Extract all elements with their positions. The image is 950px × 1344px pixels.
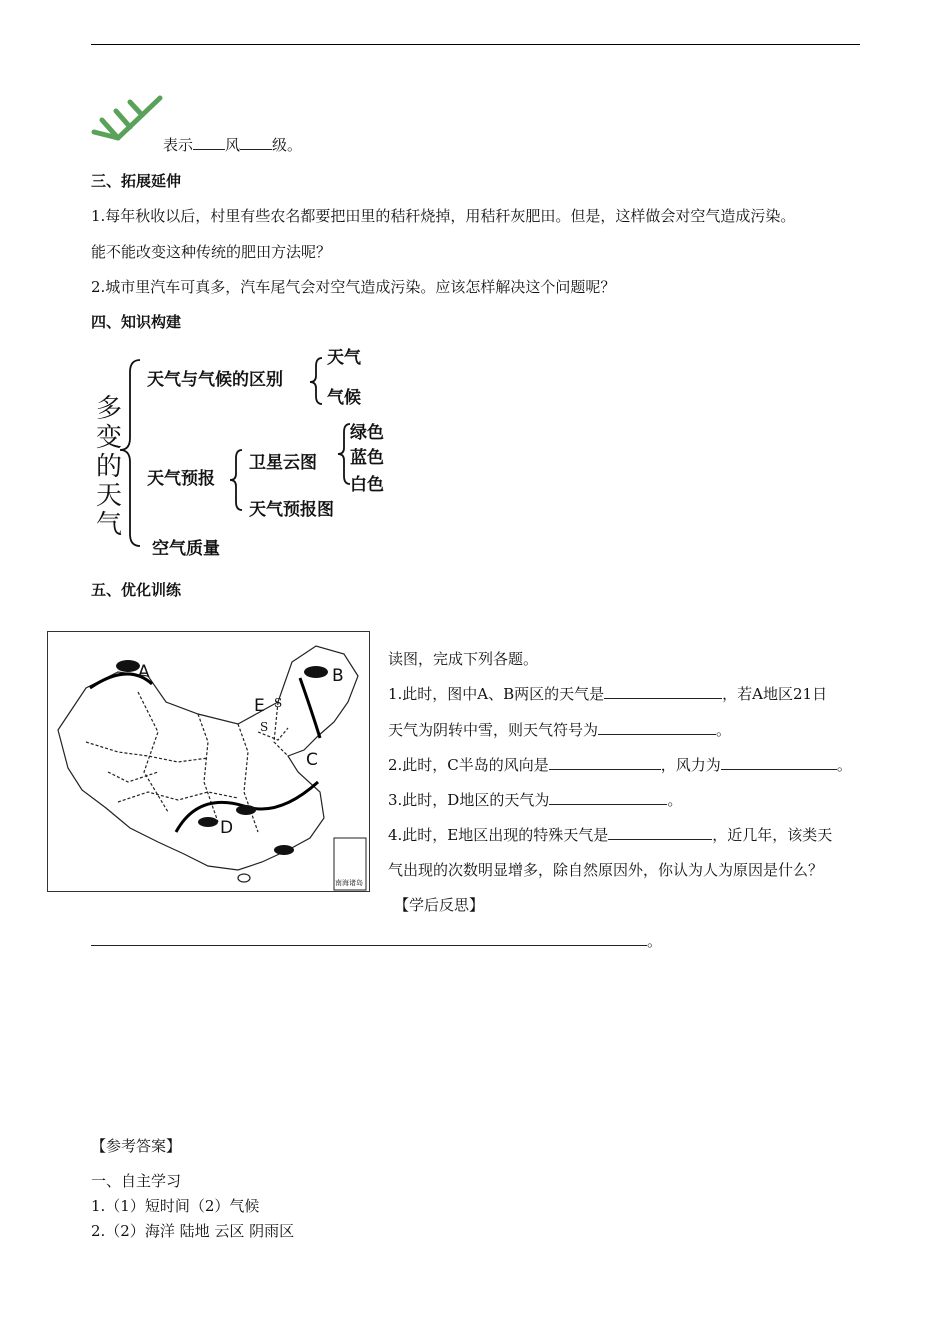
china-weather-map	[47, 631, 370, 892]
answers-a1: 1.（1）短时间（2）气候	[91, 1197, 260, 1215]
china-map-drawing	[48, 632, 369, 891]
answers-sub1: 一、自主学习	[91, 1172, 182, 1190]
mindmap-node-weather: 天气	[327, 348, 361, 368]
mindmap-node-difference: 天气与气候的区别	[147, 370, 283, 390]
mindmap-node-green: 绿色	[350, 423, 384, 443]
exercise-q4-line2: 气出现的次数明显增多，除自然原因外，你认为人为原因是什么？	[388, 861, 824, 879]
map-label-c: C	[306, 750, 318, 770]
wind-barb-icon	[90, 94, 164, 144]
map-inset-label: 南海诸岛	[335, 879, 363, 887]
mindmap	[92, 338, 402, 560]
exercise-q1-line2: 天气为阴转中雪，则天气符号为 。	[388, 721, 732, 739]
reflection-heading: 【学后反思】	[394, 896, 485, 914]
map-label-e: E	[254, 696, 265, 716]
section5-heading: 五、优化训练	[91, 581, 182, 599]
exercise-q4-line1: 4.此时，E地区出现的特殊天气是 ，近几年，该类天	[388, 826, 833, 844]
mindmap-node-forecast-map: 天气预报图	[249, 500, 334, 520]
mindmap-node-satellite: 卫星云图	[249, 453, 317, 473]
section3-q2: 2.城市里汽车可真多，汽车尾气会对空气造成污染。应该怎样解决这个问题呢？	[91, 278, 616, 296]
mindmap-node-climate: 气候	[327, 388, 361, 408]
exercise-q2: 2.此时，C半岛的风向是 ，风力为 。	[388, 756, 852, 774]
mindmap-root: 多 变 的 天 气	[96, 394, 123, 540]
exercise-q3: 3.此时，D地区的天气为 。	[388, 791, 683, 809]
section3-q1-line1: 1.每年秋收以后，村里有些农名都要把田里的秸秆烧掉，用秸秆灰肥田。但是，这样做会对空气造成污染。	[91, 207, 796, 225]
answers-a2: 2.（2）海洋 陆地 云区 阴雨区	[91, 1222, 295, 1240]
mindmap-node-forecast: 天气预报	[147, 469, 215, 489]
map-label-b: B	[332, 666, 344, 686]
section3-q1-line2: 能不能改变这种传统的肥田方法呢？	[91, 243, 332, 261]
map-label-s1: S	[274, 696, 283, 710]
map-label-s2: S	[260, 720, 269, 734]
answers-heading: 【参考答案】	[91, 1137, 182, 1155]
mindmap-node-blue: 蓝色	[350, 448, 384, 468]
section3-heading: 三、拓展延伸	[91, 172, 182, 190]
map-label-d: D	[220, 818, 234, 838]
mindmap-node-air-quality: 空气质量	[152, 539, 220, 559]
section4-heading: 四、知识构建	[91, 313, 182, 331]
map-label-a: A	[138, 662, 150, 682]
exercise-q1-line1: 1.此时，图中A、B两区的天气是 ，若A地区21日	[388, 685, 828, 703]
exercise-intro: 读图，完成下列各题。	[388, 650, 539, 668]
wind-symbol-text: 表示 风 级。	[163, 136, 303, 154]
reflection-line: 。	[91, 930, 662, 951]
top-rule	[91, 44, 860, 45]
mindmap-node-white: 白色	[350, 475, 384, 495]
